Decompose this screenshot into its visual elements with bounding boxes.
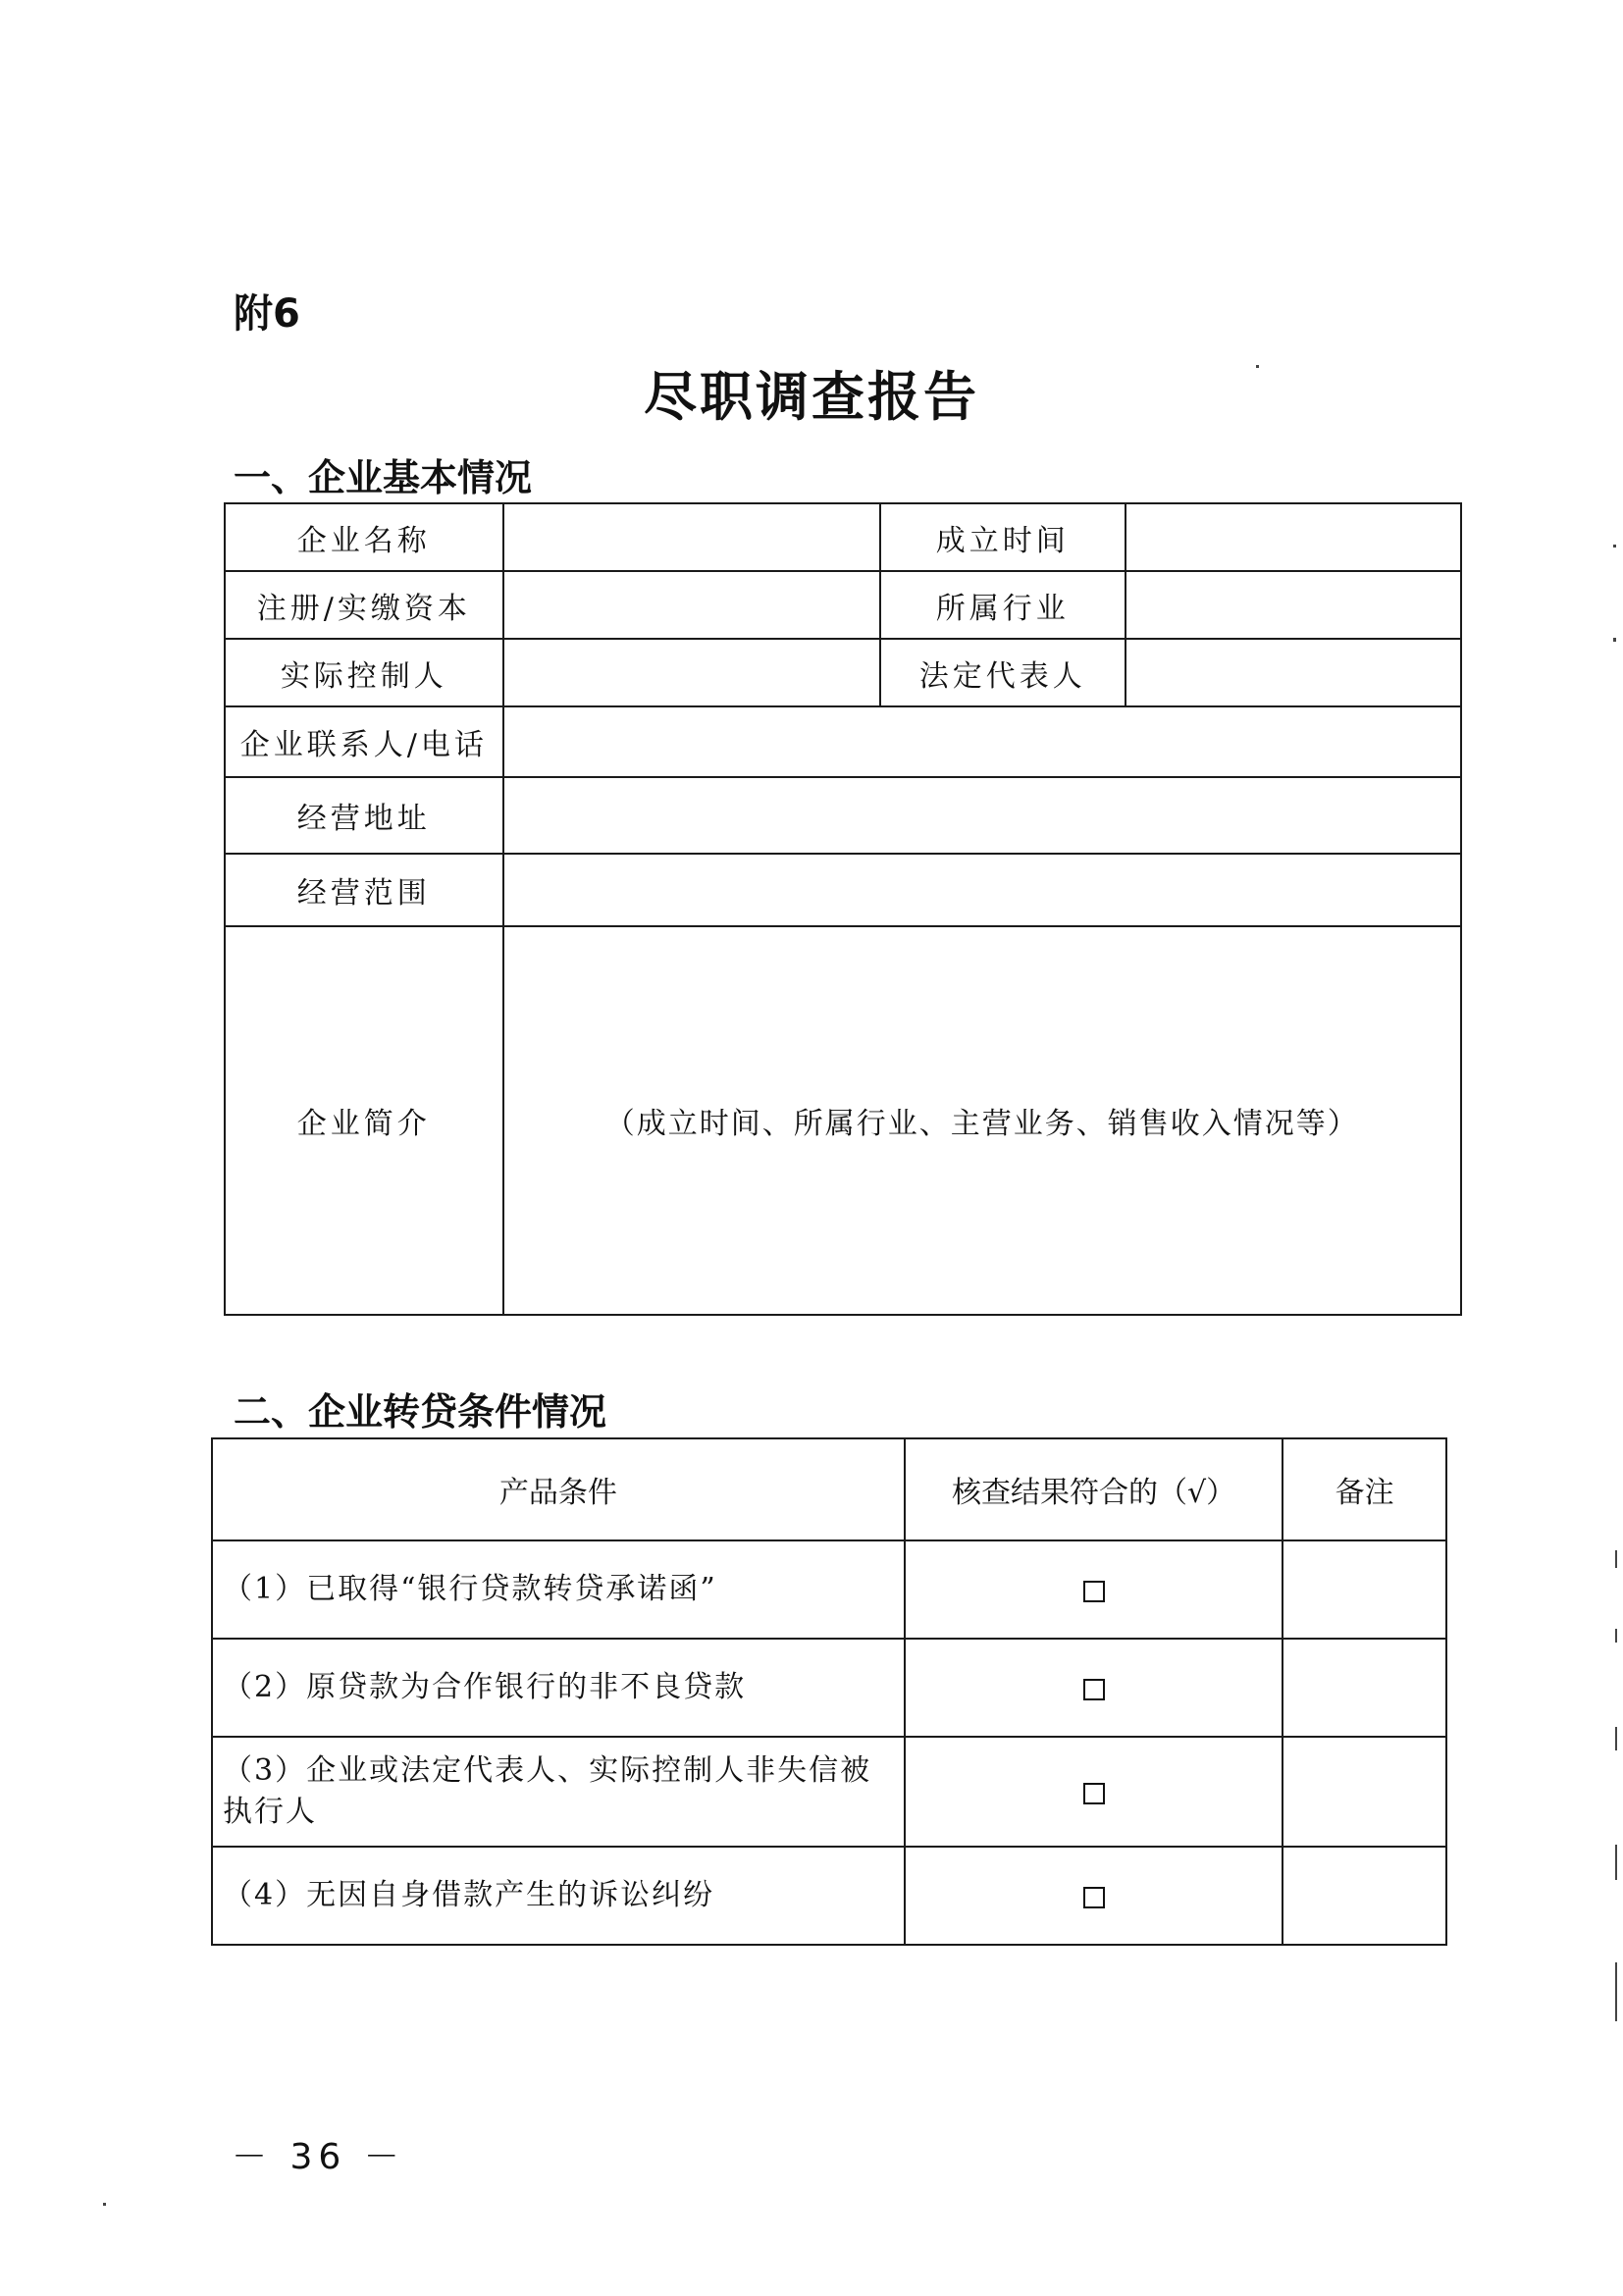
table-row bbox=[225, 639, 1461, 706]
scan-speck bbox=[1615, 1727, 1617, 1750]
field-label: 企业名称 bbox=[225, 503, 503, 571]
field-label: 法定代表人 bbox=[880, 639, 1126, 706]
scan-speck bbox=[1615, 1962, 1617, 2021]
field-label: 经营地址 bbox=[225, 777, 503, 854]
scan-speck bbox=[1256, 365, 1259, 368]
condition-text: （3）企业或法定代表人、实际控制人非失信被执行人 bbox=[212, 1737, 905, 1847]
legal-rep-cell[interactable] bbox=[1126, 639, 1461, 706]
table-row bbox=[212, 1737, 1446, 1847]
contact-cell[interactable] bbox=[503, 706, 1461, 777]
section2-heading: 二、企业转贷条件情况 bbox=[234, 1390, 607, 1434]
field-label: 实际控制人 bbox=[225, 639, 503, 706]
section1-heading: 一、企业基本情况 bbox=[234, 456, 533, 499]
scan-speck bbox=[1613, 545, 1616, 548]
table-header-row bbox=[212, 1438, 1446, 1540]
scan-speck bbox=[1613, 638, 1616, 642]
table-row bbox=[225, 571, 1461, 639]
checkbox[interactable] bbox=[1083, 1783, 1105, 1804]
table-row bbox=[212, 1639, 1446, 1737]
company-name-cell[interactable] bbox=[503, 503, 880, 571]
address-cell[interactable] bbox=[503, 777, 1461, 854]
table-row bbox=[225, 503, 1461, 571]
field-label: 经营范围 bbox=[225, 854, 503, 926]
field-label: 注册/实缴资本 bbox=[225, 571, 503, 639]
scan-speck bbox=[1615, 1845, 1617, 1880]
loan-conditions-table bbox=[211, 1437, 1447, 1946]
result-cell bbox=[905, 1540, 1283, 1639]
industry-cell[interactable] bbox=[1126, 571, 1461, 639]
table-row bbox=[225, 706, 1461, 777]
table-row bbox=[225, 854, 1461, 926]
remark-cell[interactable] bbox=[1283, 1737, 1446, 1847]
table-row bbox=[225, 926, 1461, 1315]
checkbox[interactable] bbox=[1083, 1679, 1105, 1700]
checkbox[interactable] bbox=[1083, 1887, 1105, 1908]
page-number: － 36 － bbox=[232, 2137, 405, 2177]
column-header: 备注 bbox=[1283, 1438, 1446, 1540]
scan-speck bbox=[1615, 1629, 1617, 1643]
checkbox[interactable] bbox=[1083, 1581, 1105, 1602]
established-date-cell[interactable] bbox=[1126, 503, 1461, 571]
field-label: 所属行业 bbox=[880, 571, 1126, 639]
condition-text: （2）原贷款为合作银行的非不良贷款 bbox=[212, 1639, 905, 1737]
column-header: 核查结果符合的（√） bbox=[905, 1438, 1283, 1540]
controller-cell[interactable] bbox=[503, 639, 880, 706]
company-intro-cell[interactable]: （成立时间、所属行业、主营业务、销售收入情况等） bbox=[503, 926, 1461, 1315]
column-header: 产品条件 bbox=[212, 1438, 905, 1540]
result-cell bbox=[905, 1847, 1283, 1945]
remark-cell[interactable] bbox=[1283, 1639, 1446, 1737]
field-label: 企业联系人/电话 bbox=[225, 706, 503, 777]
remark-cell[interactable] bbox=[1283, 1540, 1446, 1639]
scan-speck bbox=[103, 2203, 106, 2206]
attachment-label: 附6 bbox=[234, 291, 300, 337]
condition-text: （1）已取得“银行贷款转贷承诺函” bbox=[212, 1540, 905, 1639]
result-cell bbox=[905, 1639, 1283, 1737]
document-title: 尽职调查报告 bbox=[644, 365, 979, 428]
table-row bbox=[225, 777, 1461, 854]
remark-cell[interactable] bbox=[1283, 1847, 1446, 1945]
table-row bbox=[212, 1847, 1446, 1945]
field-label: 企业简介 bbox=[225, 926, 503, 1315]
scan-speck bbox=[1615, 1550, 1617, 1568]
field-label: 成立时间 bbox=[880, 503, 1126, 571]
result-cell bbox=[905, 1737, 1283, 1847]
business-scope-cell[interactable] bbox=[503, 854, 1461, 926]
basic-info-table bbox=[224, 502, 1462, 1316]
capital-cell[interactable] bbox=[503, 571, 880, 639]
table-row bbox=[212, 1540, 1446, 1639]
condition-text: （4）无因自身借款产生的诉讼纠纷 bbox=[212, 1847, 905, 1945]
